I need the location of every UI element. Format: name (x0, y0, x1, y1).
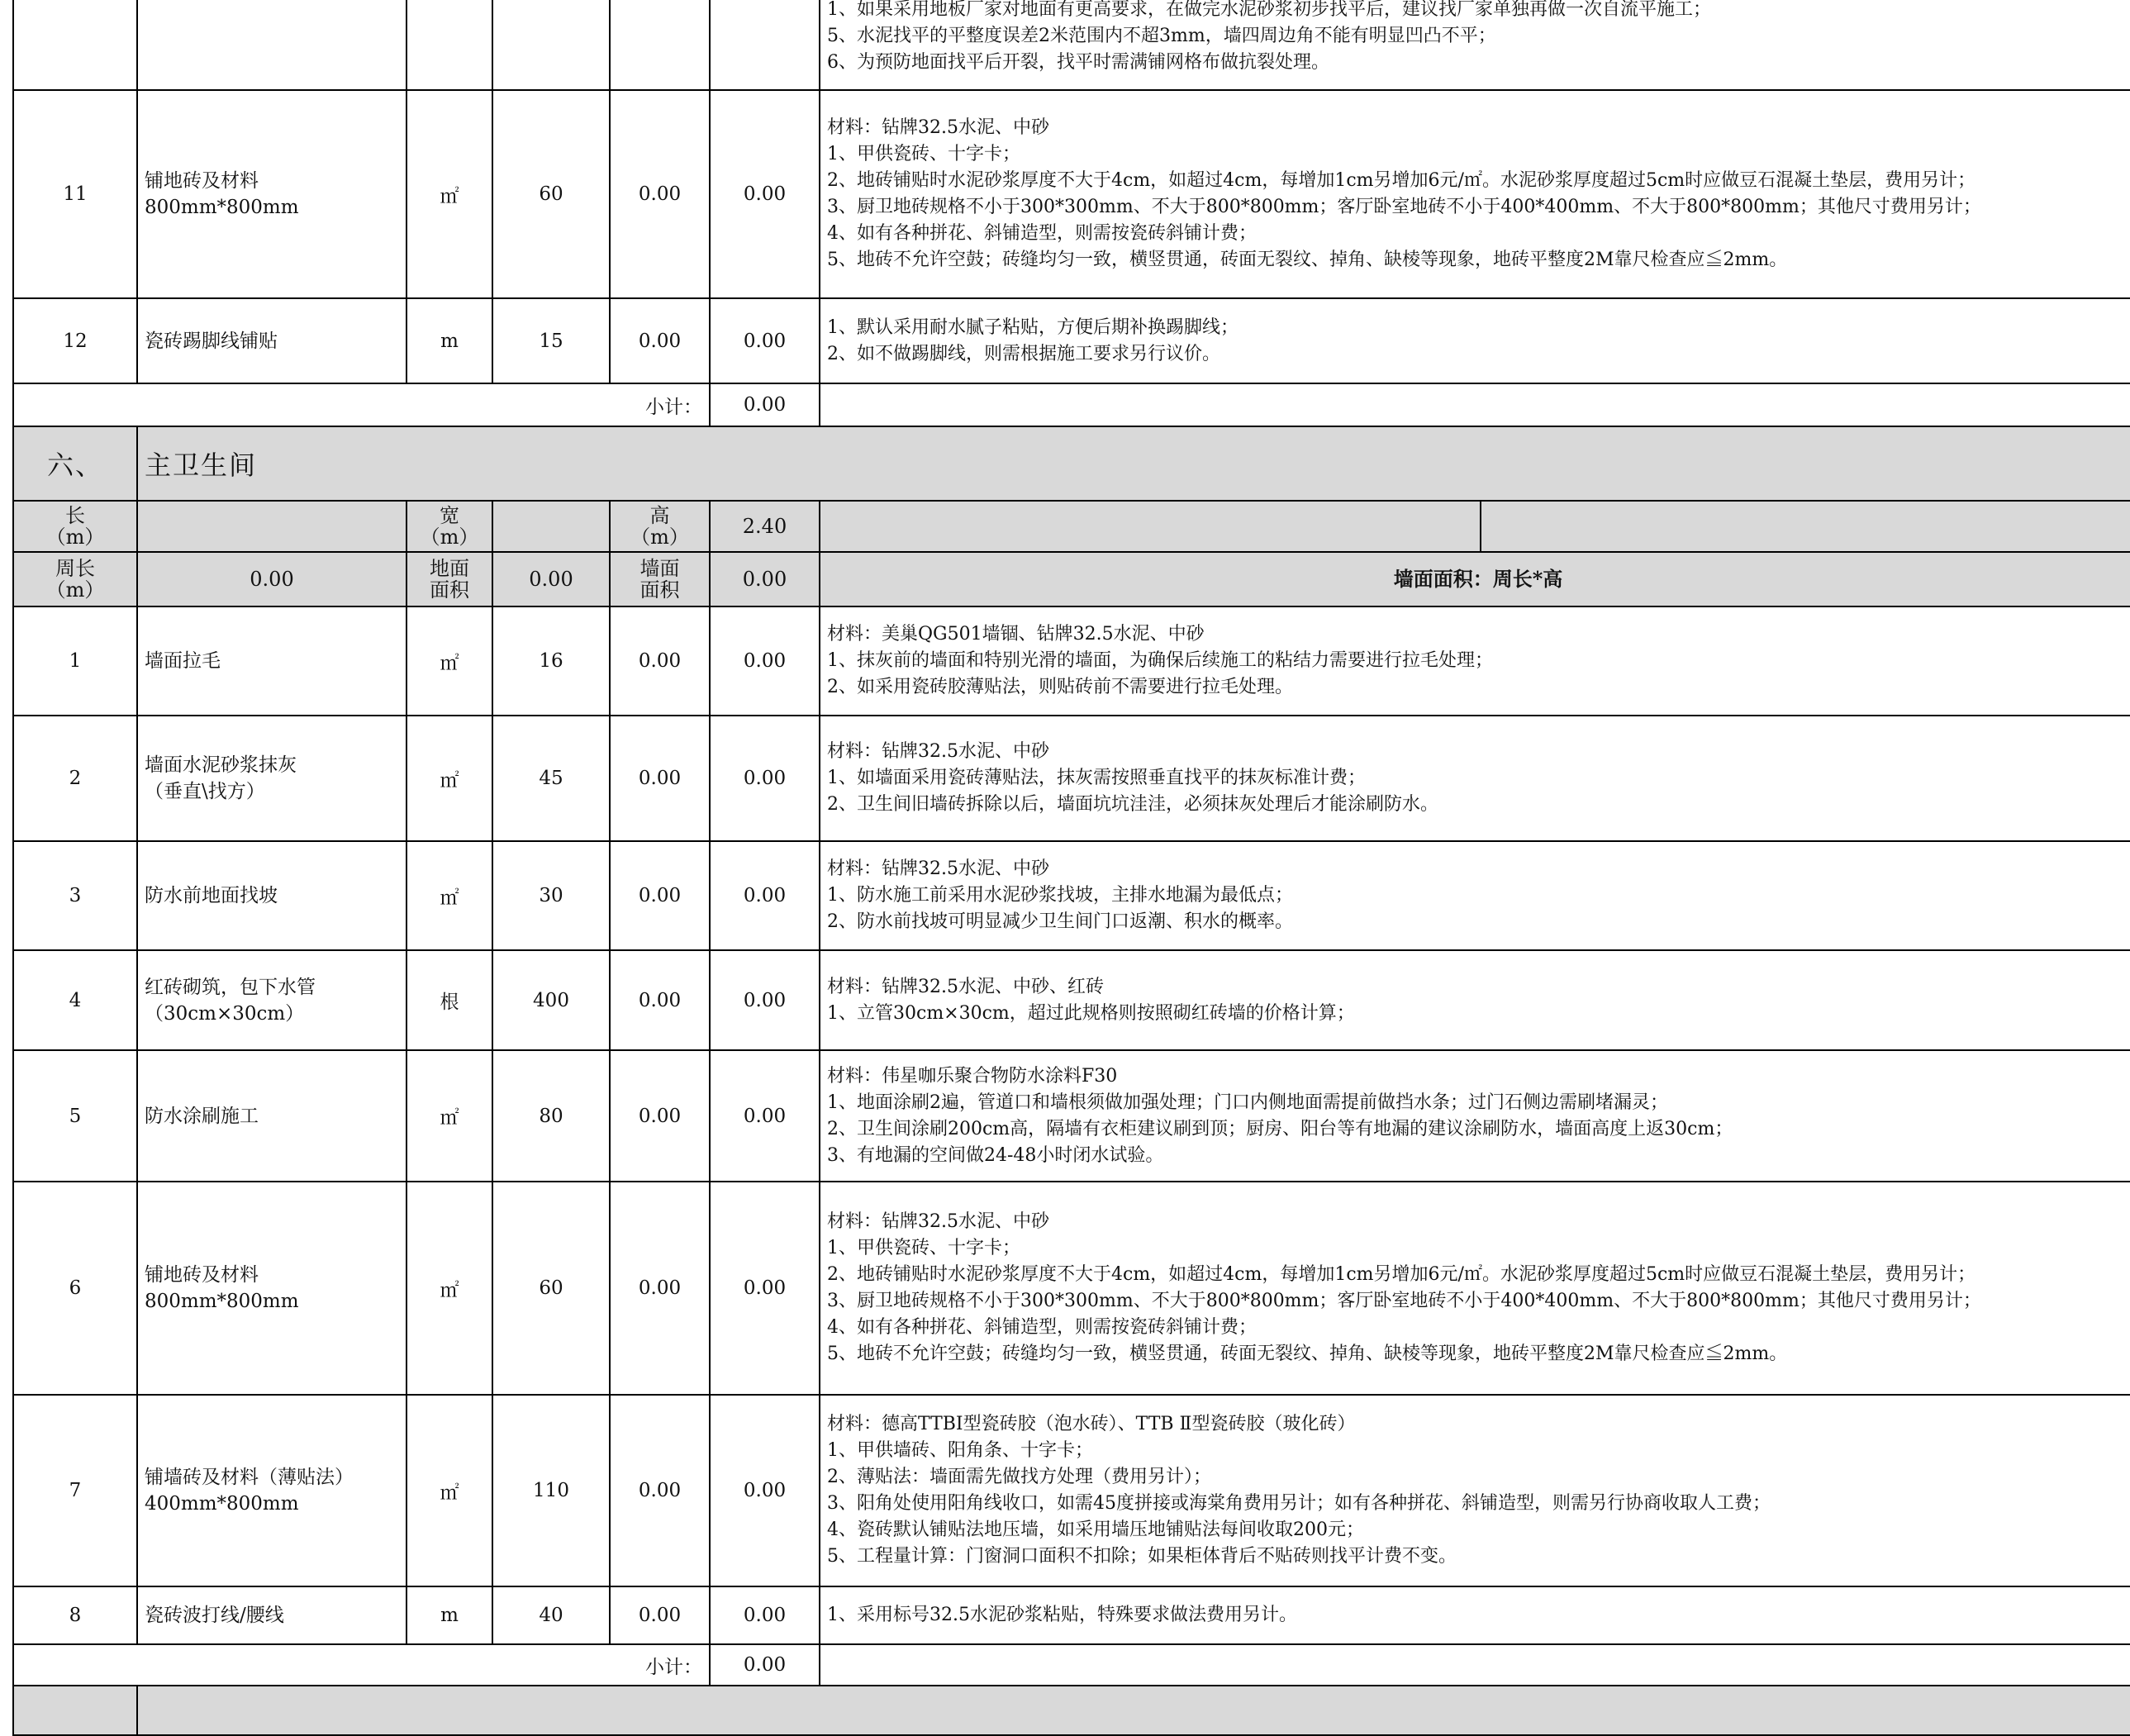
row-number: 12 (13, 298, 137, 383)
item-unit-price: 0.00 (610, 1586, 710, 1644)
item-total: 0.00 (710, 841, 820, 950)
table-row (13, 1050, 2130, 1182)
item-unit: 根 (407, 950, 492, 1050)
item-quantity: 60 (492, 90, 610, 298)
wall-area-value: 0.00 (710, 552, 820, 606)
row-description: 材料：钻牌32.5水泥、中砂、红砖 1、立管30cm×30cm，超过此规格则按照砌红砖墙的价格计算； (820, 950, 2130, 1050)
subtotal-row (13, 1644, 2130, 1686)
section-index: 六、 (13, 426, 137, 501)
table-row (13, 1395, 2130, 1586)
width-label: 宽 （m） (407, 501, 492, 552)
table-row (13, 716, 2130, 841)
table-row (13, 298, 2130, 383)
item-quantity: 40 (492, 1586, 610, 1644)
item-unit: ㎡ (407, 1182, 492, 1395)
item-quantity: 30 (492, 841, 610, 950)
row-description: 材料：钻牌32.5水泥、中砂 1、甲供瓷砖、十字卡； 2、地砖铺贴时水泥砂浆厚度不大于4cm，如超过4cm，每增加1cm另增加6元/㎡。水泥砂浆厚度超过5cm时应做豆石混凝土垫层，费用另计； 3、厨卫地砖规格不小于300*300mm、不大于800*800mm；客厅卧室地砖不小于400*400mm、不大于800*800mm；其他尺寸费用另计； 4、如有各种拼花、斜铺造型，则需按瓷砖斜铺计费； 5、地砖不允许空鼓；砖缝均匀一致，横竖贯通，砖面无裂纹、掉角、缺棱等现象，地砖平整度2M靠尺检查应≦2mm。 (820, 1182, 2130, 1395)
perimeter-value: 0.00 (137, 552, 407, 606)
item-name: 防水前地面找坡 (137, 841, 407, 950)
row-number: 5 (13, 1050, 137, 1182)
item-unit: ㎡ (407, 841, 492, 950)
height-value: 2.40 (710, 501, 820, 552)
row-number: 2 (13, 716, 137, 841)
perimeter-label: 周长 （m） (13, 552, 137, 606)
item-total: 0.00 (710, 90, 820, 298)
table-row (13, 1586, 2130, 1644)
dimension-row (13, 501, 2130, 552)
item-total: 0.00 (710, 1182, 820, 1395)
item-name: 铺地砖及材料 800mm*800mm (137, 1182, 407, 1395)
item-name: 铺地砖及材料 800mm*800mm (137, 90, 407, 298)
row-description: 材料：钻牌32.5水泥、中砂 1、甲供瓷砖、十字卡； 2、地砖铺贴时水泥砂浆厚度不大于4cm，如超过4cm，每增加1cm另增加6元/㎡。水泥砂浆厚度超过5cm时应做豆石混凝土垫层，费用另计； 3、厨卫地砖规格不小于300*300mm、不大于800*800mm；客厅卧室地砖不小于400*400mm、不大于800*800mm；其他尺寸费用另计； 4、如有各种拼花、斜铺造型，则需按瓷砖斜铺计费； 5、地砖不允许空鼓；砖缝均匀一致，横竖贯通，砖面无裂纹、掉角、缺棱等现象，地砖平整度2M靠尺检查应≦2mm。 (820, 90, 2130, 298)
item-name: 墙面拉毛 (137, 606, 407, 716)
row-number: 11 (13, 90, 137, 298)
dimension-row (13, 552, 2130, 606)
floor-area-value: 0.00 (492, 552, 610, 606)
item-total: 0.00 (710, 1395, 820, 1586)
wall-area-formula: 墙面面积：周长*高 (820, 552, 2130, 606)
row-description: 材料：钻牌32.5水泥、中砂 1、防水施工前采用水泥砂浆找坡，主排水地漏为最低点； 2、防水前找坡可明显减少卫生间门口返潮、积水的概率。 (820, 841, 2130, 950)
row-description: 1、采用标号32.5水泥砂浆粘贴，特殊要求做法费用另计。 (820, 1586, 2130, 1644)
item-unit-price: 0.00 (610, 606, 710, 716)
table-row (13, 606, 2130, 716)
height-label: 高 （m） (610, 501, 710, 552)
subtotal-value: 0.00 (710, 1644, 820, 1686)
row-number: 6 (13, 1182, 137, 1395)
row-number: 1 (13, 606, 137, 716)
item-unit: m (407, 1586, 492, 1644)
length-label: 长 （m） (13, 501, 137, 552)
row-number: 8 (13, 1586, 137, 1644)
item-name: 瓷砖踢脚线铺贴 (137, 298, 407, 383)
width-value (492, 501, 610, 552)
item-quantity: 15 (492, 298, 610, 383)
item-quantity: 400 (492, 950, 610, 1050)
item-unit: m (407, 298, 492, 383)
item-total: 0.00 (710, 950, 820, 1050)
item-total: 0.00 (710, 1050, 820, 1182)
section-header (13, 426, 2130, 501)
item-quantity: 110 (492, 1395, 610, 1586)
item-name: 红砖砌筑，包下水管 （30cm×30cm） (137, 950, 407, 1050)
length-value (137, 501, 407, 552)
item-name: 瓷砖波打线/腰线 (137, 1586, 407, 1644)
item-total: 0.00 (710, 716, 820, 841)
item-unit-price: 0.00 (610, 90, 710, 298)
floor-area-label: 地面 面积 (407, 552, 492, 606)
row-description: 材料：伟星咖乐聚合物防水涂料F30 1、地面涂刷2遍，管道口和墙根须做加强处理；门口内侧地面需提前做挡水条；过门石侧边需刷堵漏灵； 2、卫生间涂刷200cm高，隔墙有衣柜建议刷到顶；厨房、阳台等有地漏的建议涂刷防水，墙面高度上返30cm； 3、有地漏的空间做24-48小时闭水试验。 (820, 1050, 2130, 1182)
item-unit: ㎡ (407, 1050, 492, 1182)
item-total: 0.00 (710, 298, 820, 383)
item-unit-price: 0.00 (610, 716, 710, 841)
item-unit-price: 0.00 (610, 1050, 710, 1182)
table-row (13, 90, 2130, 298)
item-name: 防水涂刷施工 (137, 1050, 407, 1182)
quotation-table (12, 0, 2130, 1736)
table-row (13, 950, 2130, 1050)
section-title: 主卫生间 (137, 426, 2130, 501)
item-unit-price: 0.00 (610, 950, 710, 1050)
item-quantity: 16 (492, 606, 610, 716)
item-unit: ㎡ (407, 1395, 492, 1586)
row-description: 材料：美巢QG501墙锢、钻牌32.5水泥、中砂 1、抹灰前的墙面和特别光滑的墙面，为确保后续施工的粘结力需要进行拉毛处理； 2、如采用瓷砖胶薄贴法，则贴砖前不需要进行拉毛处理。 (820, 606, 2130, 716)
item-unit: ㎡ (407, 90, 492, 298)
row-number: 7 (13, 1395, 137, 1586)
item-name: 墙面水泥砂浆抹灰 （垂直\找方） (137, 716, 407, 841)
item-unit: ㎡ (407, 606, 492, 716)
row-description: 1、如果采用地板厂家对地面有更高要求，在做完水泥砂浆初步找平后，建议找厂家单独再做一次自流平施工； 5、水泥找平的平整度误差2米范围内不超3mm，墙四周边角不能有明显凹凸不平； 6、为预防地面找平后开裂，找平时需满铺网格布做抗裂处理。 (820, 0, 2130, 90)
item-total: 0.00 (710, 606, 820, 716)
item-unit: ㎡ (407, 716, 492, 841)
table-row (13, 0, 2130, 90)
subtotal-label: 小计： (13, 1644, 710, 1686)
row-description: 1、默认采用耐水腻子粘贴，方便后期补换踢脚线； 2、如不做踢脚线，则需根据施工要求另行议价。 (820, 298, 2130, 383)
item-quantity: 60 (492, 1182, 610, 1395)
wall-area-label: 墙面 面积 (610, 552, 710, 606)
item-unit-price: 0.00 (610, 1182, 710, 1395)
item-unit-price: 0.00 (610, 298, 710, 383)
row-description: 材料：钻牌32.5水泥、中砂 1、如墙面采用瓷砖薄贴法，抹灰需按照垂直找平的抹灰标准计费； 2、卫生间旧墙砖拆除以后，墙面坑坑洼洼，必须抹灰处理后才能涂刷防水。 (820, 716, 2130, 841)
item-quantity: 80 (492, 1050, 610, 1182)
item-unit-price: 0.00 (610, 1395, 710, 1586)
section-header-next (13, 1686, 2130, 1735)
item-name: 铺墙砖及材料（薄贴法） 400mm*800mm (137, 1395, 407, 1586)
table-row (13, 1182, 2130, 1395)
subtotal-value: 0.00 (710, 383, 820, 426)
row-description: 材料：德高TTBⅠ型瓷砖胶（泡水砖）、TTB Ⅱ型瓷砖胶（玻化砖） 1、甲供墙砖、阳角条、十字卡； 2、薄贴法：墙面需先做找方处理（费用另计）； 3、阳角处使用阳角线收口，如需45度拼接或海棠角费用另计；如有各种拼花、斜铺造型，则需另行协商收取人工费； 4、瓷砖默认铺贴法地压墙，如采用墙压地铺贴法每间收取200元； 5、工程量计算：门窗洞口面积不扣除；如果柜体背后不贴砖则找平计费不变。 (820, 1395, 2130, 1586)
row-number: 3 (13, 841, 137, 950)
item-quantity: 45 (492, 716, 610, 841)
row-number: 4 (13, 950, 137, 1050)
subtotal-label: 小计： (13, 383, 710, 426)
item-total: 0.00 (710, 1586, 820, 1644)
table-row (13, 841, 2130, 950)
item-unit-price: 0.00 (610, 841, 710, 950)
subtotal-row (13, 383, 2130, 426)
